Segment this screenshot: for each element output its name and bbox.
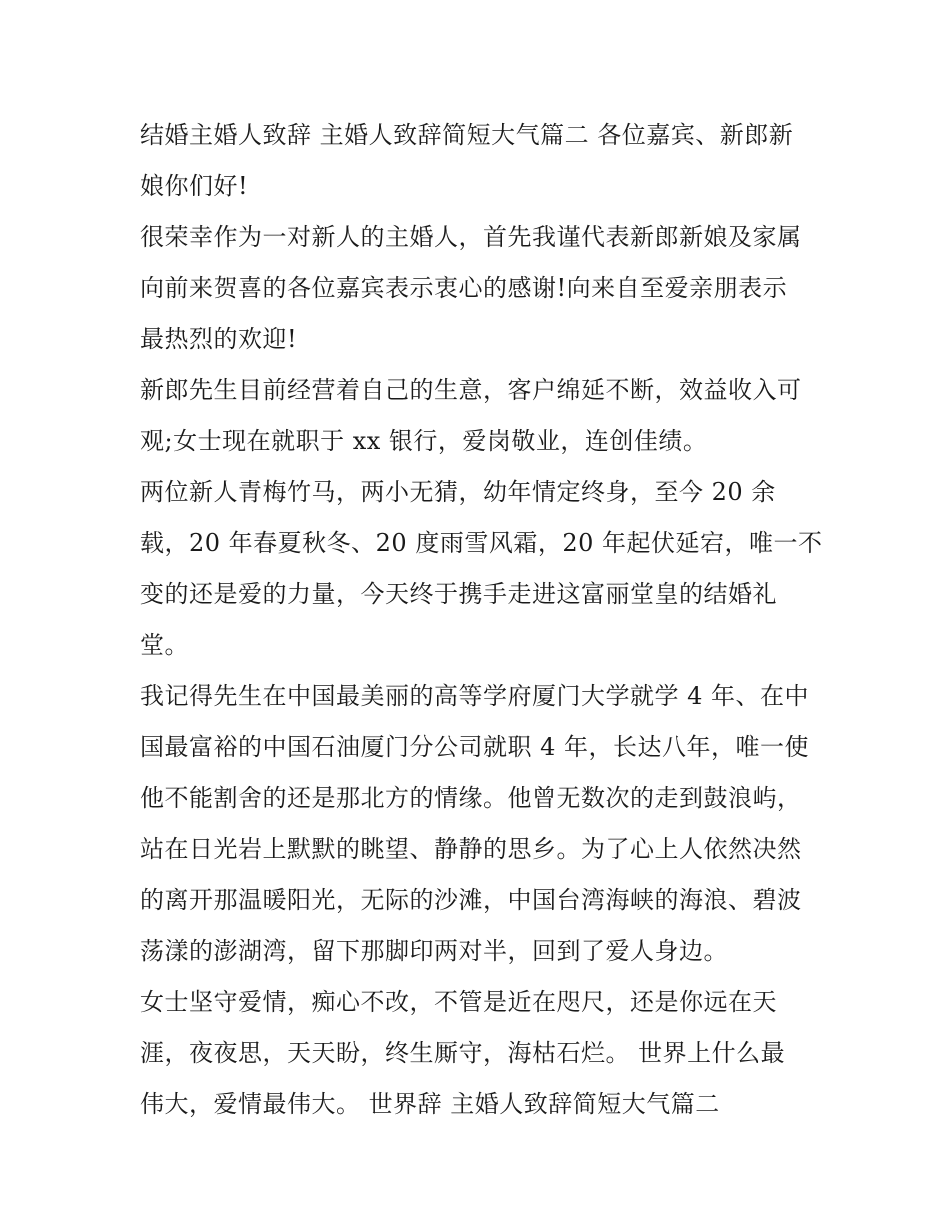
- text-line: 娘你们好!: [140, 172, 249, 200]
- text-line: 很荣幸作为一对新人的主婚人，首先我谨代表新郎新娘及家属: [140, 223, 802, 251]
- text-line: 的离开那温暖阳光，无际的沙滩，中国台湾海峡的海浪、碧波: [140, 886, 802, 914]
- text-line: 女士坚守爱情，痴心不改，不管是近在咫尺，还是你远在天: [140, 988, 777, 1016]
- text-line: 他不能割舍的还是那北方的情缘。他曾无数次的走到鼓浪屿，: [140, 784, 802, 812]
- text-line: 我记得先生在中国最美丽的高等学府厦门大学就学 4 年、在中: [140, 682, 810, 710]
- document-body: [140, 110, 823, 1130]
- text-line: 载，20 年春夏秋冬、20 度雨雪风霜，20 年起伏延宕，唯一不: [140, 529, 823, 557]
- text-line: 涯，夜夜思，天天盼，终生厮守，海枯石烂。 世界上什么最: [140, 1039, 786, 1067]
- text-line: 向前来贺喜的各位嘉宾表示衷心的感谢!向来自至爱亲朋表示: [140, 274, 788, 302]
- paragraph-greeting: [140, 110, 820, 212]
- text-line: 国最富裕的中国石油厦门分公司就职 4 年，长达八年，唯一使: [140, 733, 810, 761]
- text-line: 荡漾的澎湖湾，留下那脚印两对半，回到了爱人身边。: [140, 937, 728, 965]
- text-line: 堂。: [140, 631, 189, 659]
- text-line: 观;女士现在就职于 xx 银行，爱岗敬业，连创佳绩。: [140, 427, 708, 455]
- paragraph-love: [140, 977, 820, 1130]
- text-line: 站在日光岩上默默的眺望、静静的思乡。为了心上人依然决然: [140, 835, 802, 863]
- paragraph-xiamen: [140, 671, 820, 977]
- paragraph-groom-bride: [140, 365, 820, 467]
- text-line: 新郎先生目前经营着自己的生意，客户绵延不断，效益收入可: [140, 376, 802, 404]
- text-line: 变的还是爱的力量，今天终于携手走进这富丽堂皇的结婚礼: [140, 580, 777, 608]
- paragraph-childhood: [140, 467, 823, 671]
- text-line: 两位新人青梅竹马，两小无猜，幼年情定终身，至今 20 余: [140, 478, 776, 506]
- text-line: 结婚主婚人致辞 主婚人致辞简短大气篇二 各位嘉宾、新郎新: [140, 121, 794, 149]
- text-line: 伟大，爱情最伟大。 世界辞 主婚人致辞简短大气篇二: [140, 1090, 720, 1118]
- text-line: 最热烈的欢迎!: [140, 325, 298, 353]
- paragraph-thanks: [140, 212, 820, 365]
